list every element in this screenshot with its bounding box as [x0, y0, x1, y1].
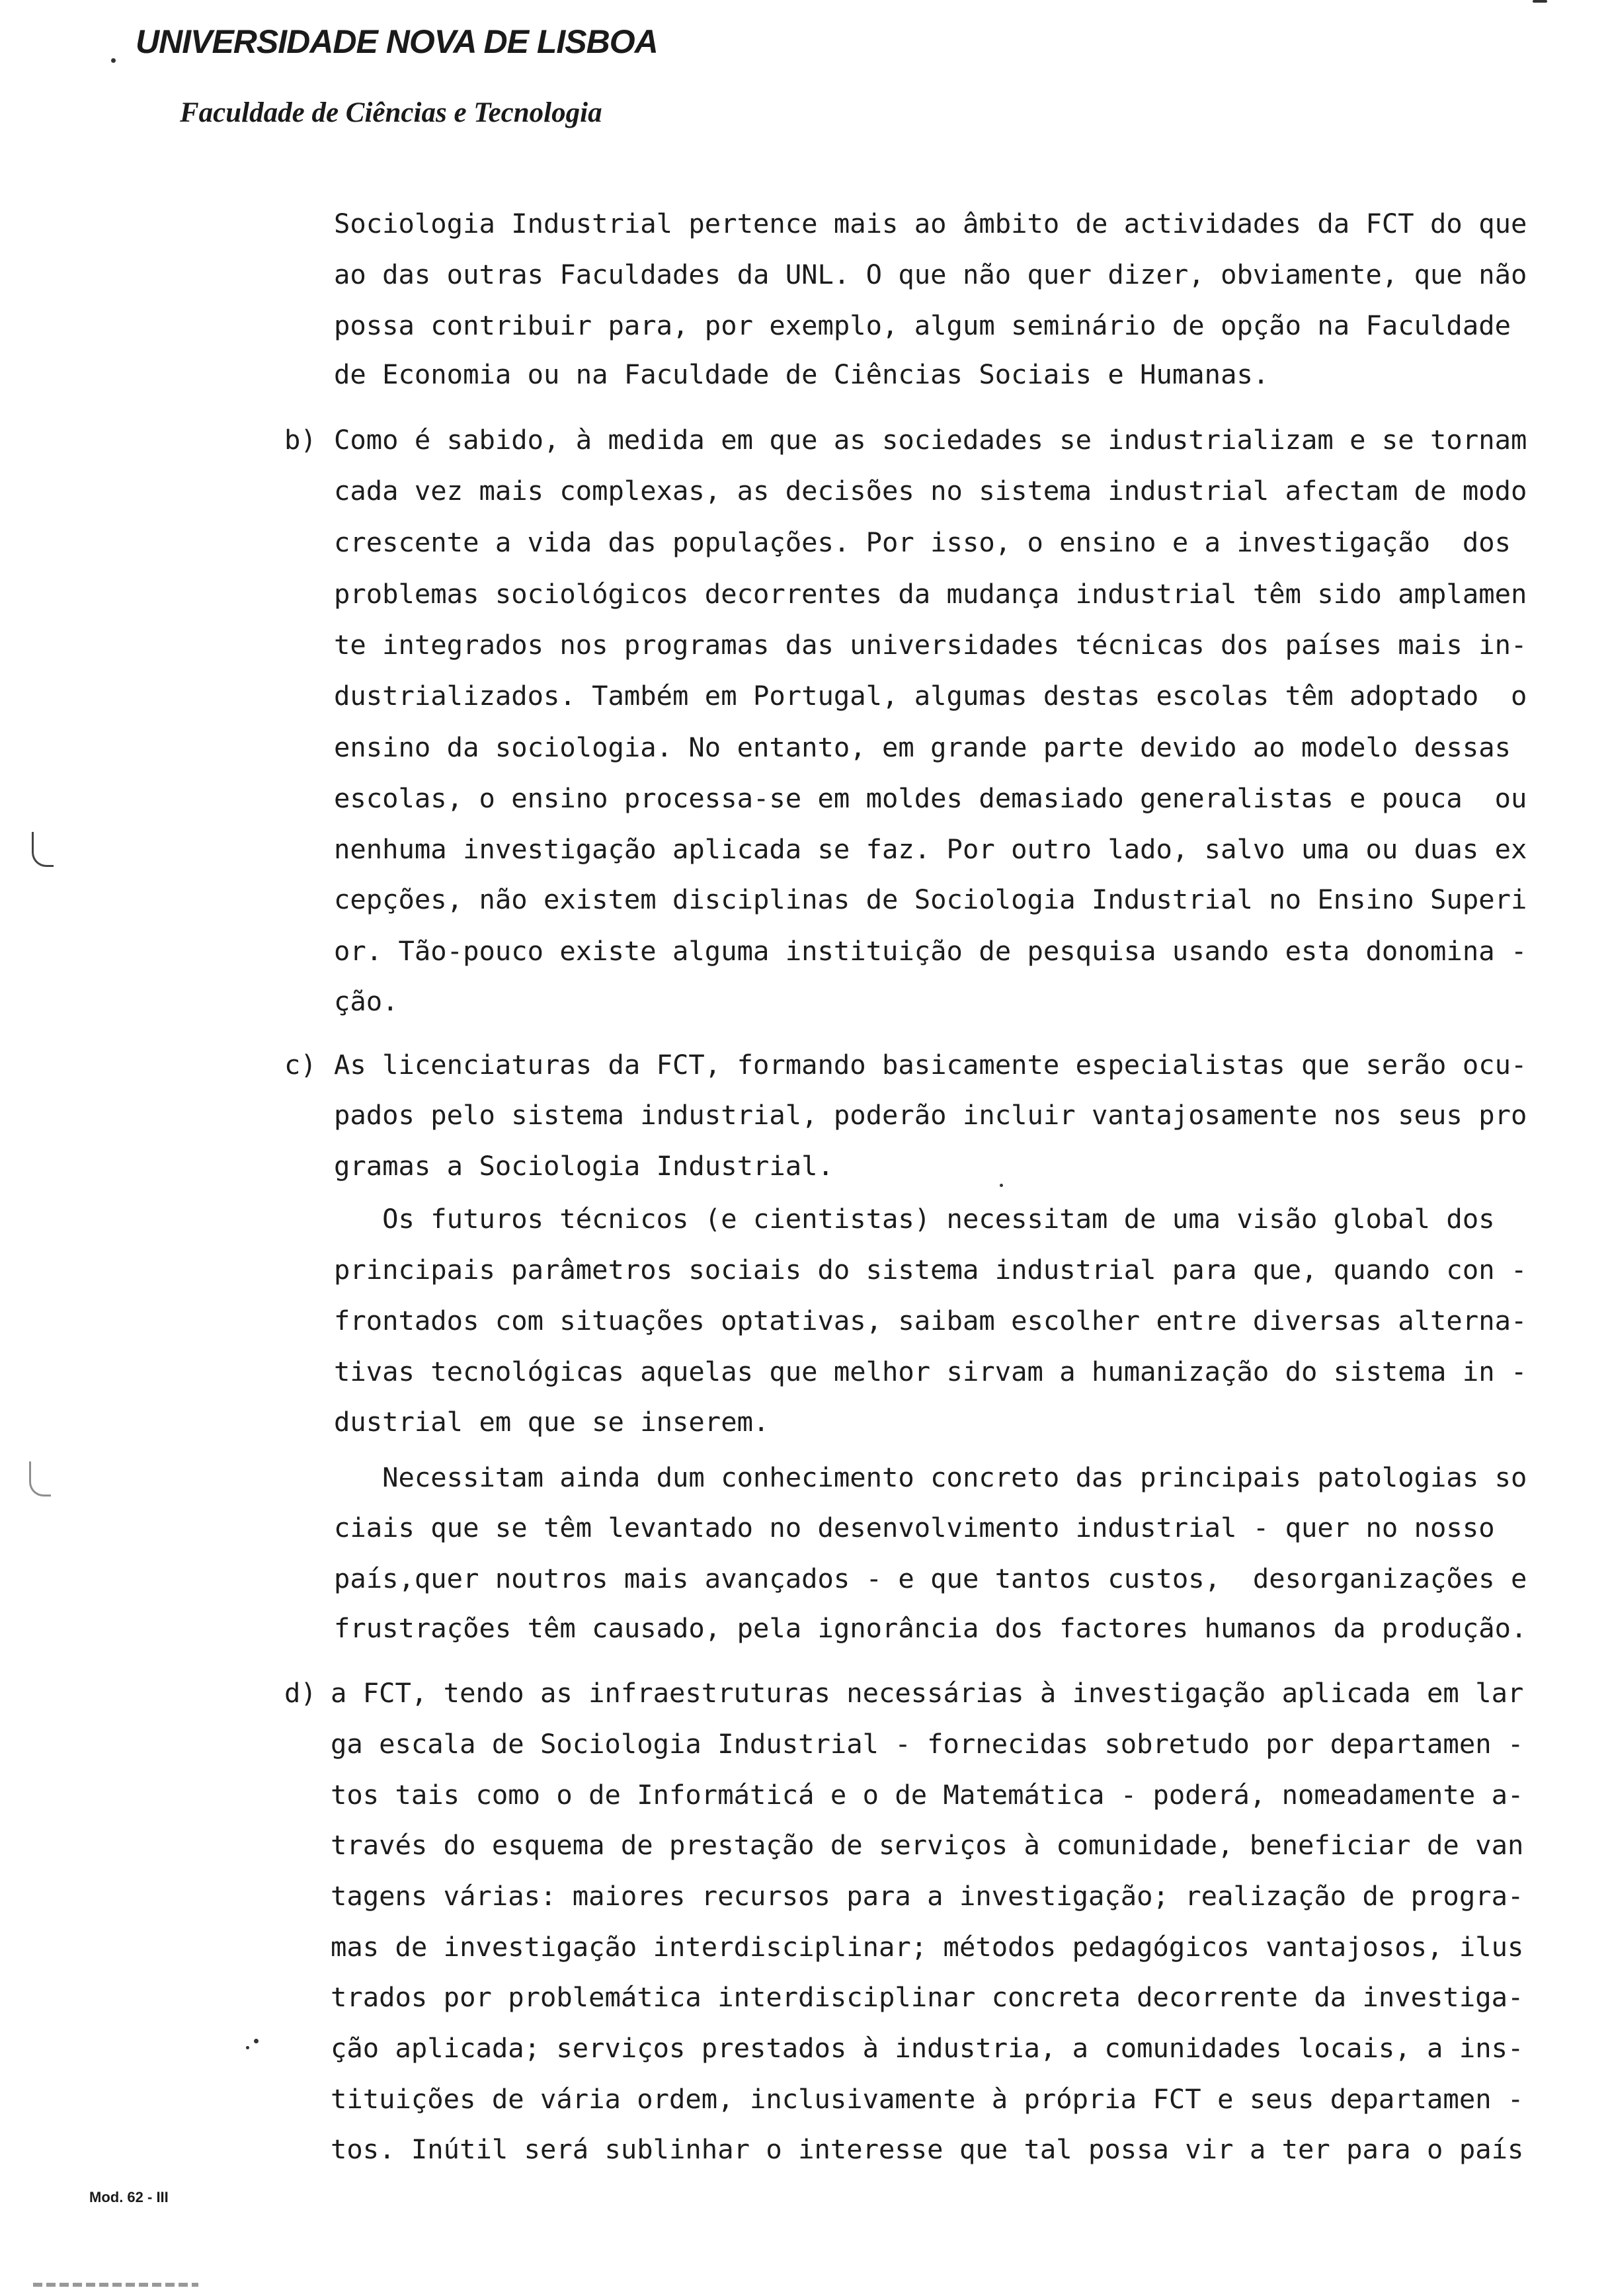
- text-line: Como é sabido, à medida em que as sociedades se industrializam e se tornam: [334, 424, 1527, 456]
- text-line: Sociologia Industrial pertence mais ao âmbito de actividades da FCT do que: [334, 208, 1527, 239]
- text-line: ção aplicada; serviços prestados à industria, a comunidades locais, a ins-: [331, 2032, 1524, 2064]
- scan-speck: [246, 2046, 249, 2049]
- margin-mark: [29, 1461, 51, 1496]
- text-line: tos. Inútil será sublinhar o interesse que tal possa vir a ter para o país: [331, 2133, 1524, 2165]
- text-line: ciais que se têm levantado no desenvolvimento industrial - quer no nosso: [334, 1512, 1495, 1543]
- text-line: dustrializados. Também em Portugal, algumas destas escolas têm adoptado o: [334, 680, 1527, 712]
- text-line: Necessitam ainda dum conhecimento concreto das principais patologias so: [334, 1461, 1527, 1493]
- text-line: escolas, o ensino processa-se em moldes demasiado generalistas e pouca ou: [334, 782, 1527, 814]
- form-code: Mod. 62 - III: [89, 2189, 169, 2205]
- text-line: ensino da sociologia. No entanto, em grande parte devido ao modelo dessas: [334, 731, 1511, 763]
- text-line: frustrações têm causado, pela ignorância dos factores humanos da produção.: [334, 1612, 1527, 1644]
- text-line: problemas sociológicos decorrentes da mudança industrial têm sido amplamen: [334, 578, 1527, 610]
- margin-mark: [32, 832, 54, 867]
- text-line: de Economia ou na Faculdade de Ciências Sociais e Humanas.: [334, 358, 1269, 390]
- text-line: Os futuros técnicos (e cientistas) necessitam de uma visão global dos: [334, 1203, 1495, 1235]
- text-line: ao das outras Faculdades da UNL. O que não quer dizer, obviamente, que não: [334, 259, 1527, 290]
- text-line: tagens várias: maiores recursos para a investigação; realização de progra-: [331, 1880, 1524, 1912]
- text-line: cada vez mais complexas, as decisões no sistema industrial afectam de modo: [334, 475, 1527, 507]
- text-line: As licenciaturas da FCT, formando basicamente especialistas que serão ocu-: [334, 1049, 1527, 1081]
- text-line: nenhuma investigação aplicada se faz. Por outro lado, salvo uma ou duas ex: [334, 833, 1527, 865]
- text-line: ga escala de Sociologia Industrial - fornecidas sobretudo por departamen -: [331, 1728, 1524, 1760]
- scan-edge-artifact: [33, 2283, 198, 2287]
- text-line: cepções, não existem disciplinas de Sociologia Industrial no Ensino Superi: [334, 883, 1527, 915]
- scan-speck: [1000, 1184, 1003, 1187]
- text-line: possa contribuir para, por exemplo, algum seminário de opção na Faculdade: [334, 309, 1511, 341]
- scan-speck: [111, 58, 116, 63]
- text-line: pados pelo sistema industrial, poderão incluir vantajosamente nos seus pro: [334, 1099, 1527, 1131]
- text-line: trados por problemática interdisciplinar concreta decorrente da investiga-: [331, 1981, 1524, 2013]
- text-line: gramas a Sociologia Industrial.: [334, 1150, 834, 1182]
- text-line: tos tais como o de Informáticá e o de Matemática - poderá, nomeadamente a-: [331, 1779, 1524, 1811]
- text-line: frontados com situações optativas, saibam escolher entre diversas alterna-: [334, 1305, 1527, 1336]
- faculty-name: Faculdade de Ciências e Tecnologia: [180, 97, 602, 128]
- text-line: mas de investigação interdisciplinar; métodos pedagógicos vantajosos, ilus: [331, 1931, 1524, 1963]
- text-line: dustrial em que se inserem.: [334, 1406, 770, 1438]
- text-line: país,quer noutros mais avançados - e que tantos custos, desorganizações e: [334, 1563, 1527, 1594]
- text-line: te integrados nos programas das universidades técnicas dos países mais in-: [334, 629, 1527, 661]
- item-marker-b: b): [284, 424, 317, 456]
- text-line: principais parâmetros sociais do sistema industrial para que, quando con -: [334, 1254, 1527, 1286]
- text-line: través do esquema de prestação de serviços à comunidade, beneficiar de van: [331, 1829, 1524, 1861]
- text-line: ção.: [334, 985, 399, 1017]
- scan-speck: [254, 2039, 259, 2043]
- item-marker-c: c): [284, 1049, 317, 1081]
- scan-speck: [1533, 0, 1547, 3]
- item-marker-d: d): [284, 1677, 317, 1709]
- text-line: tivas tecnológicas aquelas que melhor sirvam a humanização do sistema in -: [334, 1356, 1527, 1387]
- text-line: crescente a vida das populações. Por isso, o ensino e a investigação dos: [334, 526, 1511, 558]
- text-line: a FCT, tendo as infraestruturas necessárias à investigação aplicada em lar: [331, 1677, 1524, 1709]
- text-line: or. Tão-pouco existe alguma instituição de pesquisa usando esta donomina -: [334, 935, 1527, 967]
- university-name: UNIVERSIDADE NOVA DE LISBOA: [136, 23, 658, 60]
- text-line: tituições de vária ordem, inclusivamente à própria FCT e seus departamen -: [331, 2083, 1524, 2115]
